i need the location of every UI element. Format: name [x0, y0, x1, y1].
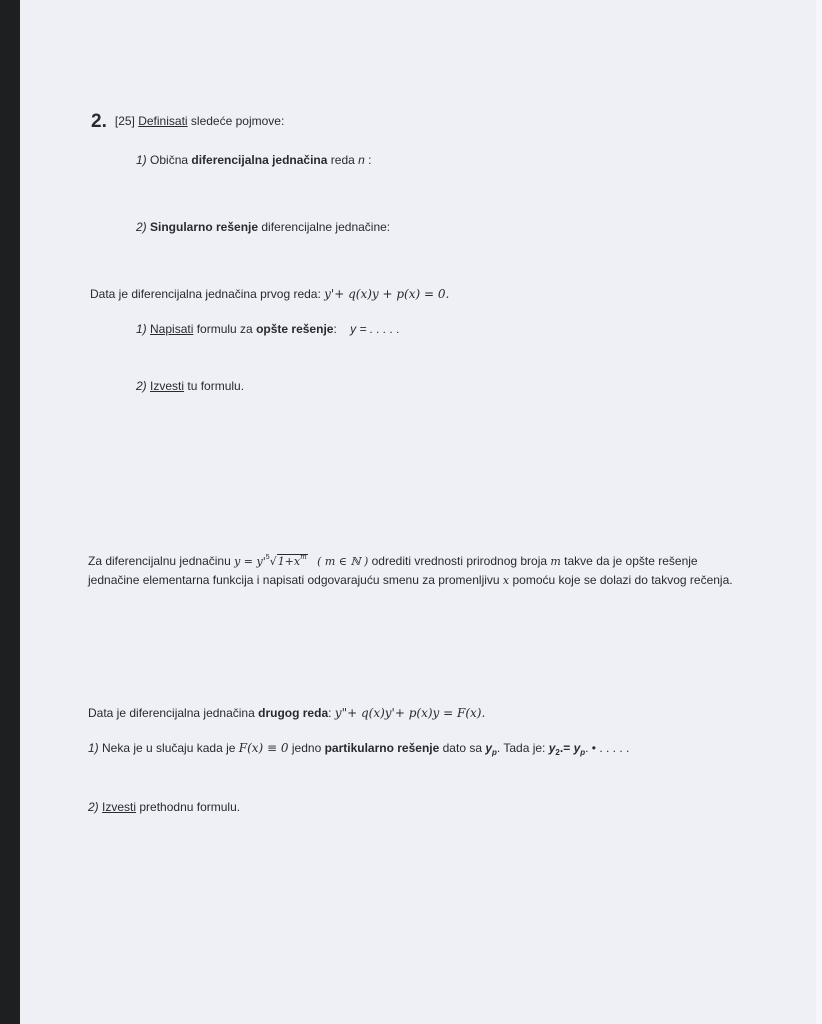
second-order-intro [88, 706, 485, 721]
item-number: 1) [88, 741, 99, 755]
radical-sign: √ [269, 555, 277, 568]
second-order-equation: y"+ q(x)y'+ p(x)y = F(x). [334, 706, 486, 720]
binomial-text: jednačine elementarna funkcija i napisati odgovarajuću smenu za promenljivu [88, 573, 503, 587]
m-condition: ( m ∈ ℕ ) [317, 555, 369, 568]
item-text: : [364, 153, 372, 167]
item-text: . Tada je: [496, 741, 549, 755]
yp-subscript: p [492, 748, 497, 757]
item-number: 2) [136, 379, 147, 393]
intro-text: Za diferencijalnu jednačinu [88, 554, 235, 568]
var-m: m [550, 555, 561, 568]
intro-text: Data je diferencijalna jednačina [88, 706, 259, 720]
item-underlined-verb: Izvesti [150, 379, 185, 393]
order-variable: n [358, 153, 365, 167]
radicand-text: 1+x [277, 555, 301, 568]
question-intro: sledeće pojmove: [187, 114, 285, 128]
item-text: Neka je u slučaju kada je [102, 741, 239, 755]
item-text: diferencijalne jednačine: [258, 220, 391, 234]
radicand-exponent: m [300, 553, 307, 561]
first-order-item-1 [136, 322, 400, 337]
blank-dots: . • . . . . . [585, 741, 630, 755]
intro-text: : [328, 706, 335, 720]
question-points: [25] [114, 114, 135, 128]
var-x: x [502, 574, 510, 587]
homogeneous-condition: F(x) ≡ 0 [238, 741, 289, 755]
question-number: 2. [91, 111, 107, 132]
intro-bold-term: drugog reda [258, 706, 329, 720]
item-bold-term: opšte rešenje [256, 322, 334, 336]
item-number: 2) [136, 220, 147, 234]
scan-right-edge [816, 0, 822, 1024]
item-text: Obična [150, 153, 192, 167]
root-index: 5 [265, 554, 270, 561]
item-text: dato sa [439, 741, 486, 755]
item-text: tu formulu. [184, 379, 245, 393]
q2-item-2 [136, 220, 390, 235]
yp-symbol: y [573, 741, 581, 755]
item-number: 1) [136, 322, 147, 336]
yp-symbol: y [485, 741, 493, 755]
yp-subscript: p [580, 748, 586, 757]
binomial-text: takve da je opšte rešenje [560, 554, 698, 568]
item-text: : [333, 322, 337, 336]
define-word: Definisati [138, 114, 188, 128]
binomial-line-2 [88, 573, 733, 588]
second-order-item-1 [88, 741, 629, 760]
item-underlined-verb: Izvesti [102, 800, 137, 814]
q2-item-1 [136, 153, 371, 168]
binomial-line-1 [88, 550, 698, 569]
binomial-equation-lhs: y = y' [234, 555, 266, 568]
y2-subscript: 2 [555, 748, 560, 757]
radicand [277, 554, 308, 568]
item-text: reda [327, 153, 359, 167]
equals-sign: .= [559, 741, 574, 755]
question-2-heading [91, 111, 285, 132]
item-underlined-verb: Napisati [150, 322, 194, 336]
item-text: jedno [288, 741, 325, 755]
first-order-equation: y'+ q(x)y + p(x) = 0. [324, 287, 450, 301]
y2-symbol: y [548, 741, 556, 755]
general-solution-formula: y = . . . . . [350, 322, 400, 336]
scan-dark-edge [0, 0, 20, 1024]
item-number: 1) [136, 153, 147, 167]
item-bold-term: partikularno rešenje [324, 741, 440, 755]
second-order-item-2 [88, 800, 240, 815]
binomial-text: odrediti vrednosti prirodnog broja [368, 554, 551, 568]
item-bold-term: Singularno rešenje [150, 220, 259, 234]
item-text: prethodnu formulu. [136, 800, 241, 814]
item-number: 2) [88, 800, 99, 814]
item-text: formulu za [193, 322, 257, 336]
first-order-item-2 [136, 379, 244, 394]
binomial-text: pomoću koje se dolazi do takvog rečenja. [509, 573, 733, 587]
first-order-intro [90, 287, 449, 302]
intro-text: Data je diferencijalna jednačina prvog reda: [90, 287, 325, 301]
item-bold-term: diferencijalna jednačina [191, 153, 328, 167]
